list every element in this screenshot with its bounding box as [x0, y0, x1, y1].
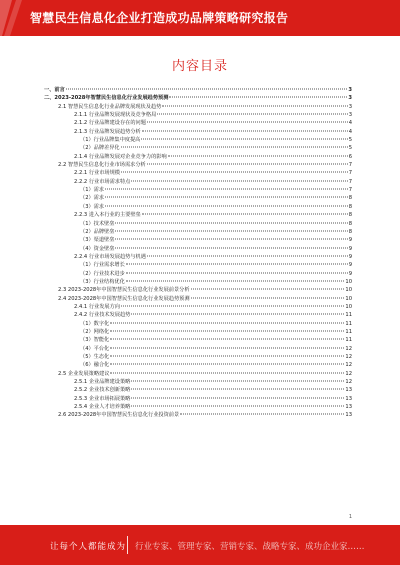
toc-entry-page: 11 — [345, 320, 352, 327]
toc-entry-title: 2.2.1 行业市场规模 — [74, 170, 120, 177]
toc-entry-page: 3 — [348, 103, 352, 110]
toc-entry-title: （1）行业需求增长 — [80, 262, 125, 269]
toc-entry-title: （2）网络化 — [80, 328, 110, 335]
toc-leader-dots — [147, 122, 348, 123]
toc-entry-page: 10 — [345, 303, 352, 310]
toc-entry-page: 12 — [345, 362, 352, 369]
toc-entry[interactable] — [44, 153, 352, 161]
toc-entry-title: 一、前言 — [44, 87, 65, 93]
toc-entry[interactable] — [44, 111, 352, 119]
toc-entry[interactable] — [44, 261, 352, 269]
toc-entry-page: 7 — [348, 178, 352, 185]
toc-leader-dots — [121, 172, 348, 173]
toc-leader-dots — [147, 255, 348, 256]
toc-entry[interactable] — [44, 353, 352, 361]
toc-entry-page: 13 — [345, 387, 352, 394]
toc-entry-page: 12 — [345, 354, 352, 360]
toc-entry-page: 3 — [348, 112, 352, 119]
toc-leader-dots — [121, 305, 344, 306]
toc-entry[interactable] — [44, 228, 352, 236]
toc-entry-page: 9 — [348, 262, 352, 269]
toc-entry-title: 2.6 2023-2028年中国智慧民生信息化行业投资前景 — [58, 412, 180, 419]
table-of-contents — [44, 86, 352, 420]
toc-entry-title: 2.1.1 行业品牌发展现状及竞争格局 — [74, 112, 157, 119]
toc-entry-title: 2.4.1 行业发展方向 — [74, 303, 120, 310]
toc-entry-title: （3）需求 — [80, 203, 105, 210]
toc-entry[interactable] — [44, 178, 352, 186]
toc-entry-title: （4）资金壁垒 — [80, 245, 115, 252]
toc-entry-page: 13 — [345, 404, 352, 411]
toc-entry-page: 7 — [348, 162, 352, 169]
toc-leader-dots — [126, 272, 348, 273]
toc-entry-title: （2）品牌壁垒 — [80, 228, 115, 235]
toc-entry[interactable] — [44, 278, 352, 286]
toc-entry-page: 7 — [348, 170, 352, 177]
toc-leader-dots — [169, 97, 347, 98]
toc-entry-page: 9 — [348, 245, 352, 252]
toc-entry-title: 2.1 智慧民生信息化行业品牌发展现状及趋势 — [58, 103, 162, 110]
toc-leader-dots — [115, 239, 347, 240]
toc-entry[interactable] — [44, 345, 352, 353]
toc-entry[interactable] — [44, 136, 352, 144]
toc-entry-page: 4 — [348, 128, 352, 135]
toc-entry[interactable] — [44, 128, 352, 136]
toc-entry-title: 2.2 智慧民生信息化行业市场需求分析 — [58, 162, 146, 169]
footer-divider — [127, 536, 128, 554]
toc-entry-page: 5 — [348, 145, 352, 152]
toc-entry[interactable] — [44, 311, 352, 319]
toc-entry-page: 8 — [348, 195, 352, 202]
toc-entry-title: 2.1.3 行业品牌发展趋势分析 — [74, 128, 141, 135]
toc-leader-dots — [180, 414, 344, 415]
toc-entry-title: （4）平台化 — [80, 345, 110, 352]
toc-leader-dots — [110, 347, 344, 348]
toc-entry-page: 12 — [345, 345, 352, 352]
toc-entry-title: （2）行业技术进步 — [80, 270, 125, 277]
toc-entry[interactable] — [44, 194, 352, 202]
toc-entry-title: 2.2.3 进入本行业的主要壁垒 — [74, 212, 141, 219]
toc-entry-page: 11 — [345, 328, 352, 335]
toc-entry[interactable] — [44, 386, 352, 394]
toc-entry-page: 11 — [345, 312, 352, 319]
toc-leader-dots — [126, 264, 348, 265]
toc-leader-dots — [110, 356, 344, 357]
toc-entry[interactable] — [44, 144, 352, 152]
toc-entry-title: 2.5.2 企业技术创新策略 — [74, 387, 131, 394]
toc-entry-page: 8 — [348, 228, 352, 235]
toc-entry[interactable] — [44, 253, 352, 261]
toc-leader-dots — [110, 339, 344, 340]
toc-entry-page: 13 — [345, 395, 352, 402]
toc-entry[interactable] — [44, 211, 352, 219]
toc-entry-title: 2.5.1 企业品牌建设策略 — [74, 379, 131, 386]
toc-leader-dots — [131, 406, 344, 407]
toc-entry[interactable] — [44, 320, 352, 328]
toc-entry-title: （5）生态化 — [80, 354, 110, 360]
toc-leader-dots — [191, 297, 345, 298]
toc-leader-dots — [142, 214, 348, 215]
toc-entry-title: 2.3 2023-2028年中国智慧民生信息化行业发展前景分析 — [58, 287, 190, 294]
toc-entry[interactable] — [44, 270, 352, 278]
toc-entry-page: 5 — [348, 137, 352, 144]
toc-leader-dots — [168, 155, 348, 156]
toc-leader-dots — [126, 280, 345, 281]
toc-entry-title: （3）行业结构优化 — [80, 278, 125, 285]
toc-entry[interactable] — [44, 94, 352, 102]
toc-leader-dots — [110, 372, 344, 373]
toc-entry[interactable] — [44, 286, 352, 294]
toc-entry-title: （3）渠道壁垒 — [80, 237, 115, 244]
toc-entry-title: （2）需求 — [80, 195, 105, 202]
toc-leader-dots — [131, 314, 344, 315]
toc-entry-title: 2.2.2 行业市场需求特点 — [74, 178, 131, 185]
toc-entry-title: 2.1.4 行业品牌发展对企业竞争力的影响 — [74, 153, 167, 160]
toc-entry-title: （1）行业品牌集中度提高 — [80, 137, 141, 144]
toc-leader-dots — [162, 105, 347, 106]
toc-entry[interactable] — [44, 220, 352, 228]
toc-entry-title: 二、2023-2028年智慧民生信息化行业发展趋势预测 — [44, 95, 169, 102]
toc-entry[interactable] — [44, 295, 352, 303]
toc-entry-title: 2.5.4 企业人才培养策略 — [74, 404, 131, 411]
toc-leader-dots — [115, 222, 347, 223]
toc-entry-page: 9 — [348, 253, 352, 260]
toc-entry-title: （1）技术壁垒 — [80, 220, 115, 227]
toc-entry[interactable] — [44, 303, 352, 311]
toc-entry-title: 2.5 企业发展策略建议 — [58, 370, 110, 377]
toc-entry[interactable] — [44, 336, 352, 344]
toc-entry[interactable] — [44, 119, 352, 127]
toc-leader-dots — [147, 164, 348, 165]
toc-leader-dots — [131, 381, 344, 382]
toc-entry[interactable] — [44, 86, 352, 94]
toc-entry-title: （6）融合化 — [80, 362, 110, 369]
toc-entry[interactable] — [44, 245, 352, 253]
toc-entry-page: 9 — [348, 237, 352, 244]
toc-entry-page: 12 — [345, 370, 352, 377]
toc-leader-dots — [131, 180, 347, 181]
toc-entry[interactable] — [44, 169, 352, 177]
toc-leader-dots — [105, 197, 348, 198]
toc-entry-title: 2.5.3 企业市场拓展策略 — [74, 395, 131, 402]
toc-entry-title: 2.4 2023-2028年中国智慧民生信息化行业发展趋势预测 — [58, 295, 190, 302]
toc-entry[interactable] — [44, 411, 352, 419]
toc-entry-page: 13 — [345, 412, 352, 419]
toc-leader-dots — [157, 114, 347, 115]
toc-entry-page: 8 — [348, 220, 352, 227]
toc-entry-page: 3 — [348, 95, 352, 102]
toc-leader-dots — [142, 130, 348, 131]
toc-leader-dots — [105, 205, 348, 206]
toc-leader-dots — [66, 89, 348, 90]
page-number: 1 — [348, 514, 352, 520]
toc-leader-dots — [131, 397, 344, 398]
toc-leader-dots — [110, 330, 344, 331]
toc-entry[interactable] — [44, 203, 352, 211]
toc-leader-dots — [115, 230, 347, 231]
toc-entry-page: 12 — [345, 379, 352, 386]
toc-entry[interactable] — [44, 103, 352, 111]
toc-leader-dots — [110, 322, 344, 323]
footer-slogan: 让每个人都能成为 — [50, 542, 127, 552]
toc-leader-dots — [131, 389, 344, 390]
toc-entry-page: 6 — [348, 153, 352, 160]
toc-entry[interactable] — [44, 186, 352, 194]
toc-entry-page: 11 — [345, 337, 352, 344]
toc-leader-dots — [110, 364, 344, 365]
toc-entry[interactable] — [44, 370, 352, 378]
toc-entry-title: 2.4.2 行业技术发展趋势 — [74, 312, 131, 319]
toc-leader-dots — [115, 247, 347, 248]
toc-entry[interactable] — [44, 328, 352, 336]
toc-heading: 内容目录 — [171, 59, 228, 74]
toc-entry-page: 10 — [345, 287, 352, 294]
toc-entry[interactable] — [44, 161, 352, 169]
toc-entry-page: 8 — [348, 212, 352, 219]
toc-leader-dots — [141, 139, 347, 140]
toc-entry-page: 4 — [348, 120, 352, 127]
toc-entry[interactable] — [44, 403, 352, 411]
toc-leader-dots — [105, 189, 348, 190]
toc-entry-page: 7 — [348, 187, 352, 194]
toc-entry[interactable] — [44, 361, 352, 369]
toc-entry-page: 3 — [348, 87, 352, 93]
toc-entry-title: （1）需求 — [80, 187, 105, 194]
toc-entry-title: 2.2.4 行业市场发展趋势与机遇 — [74, 253, 146, 260]
footer-banner — [0, 525, 400, 565]
toc-leader-dots — [121, 147, 348, 148]
toc-entry-title: （2）品牌差异化 — [80, 145, 120, 152]
toc-entry-page: 10 — [345, 278, 352, 285]
footer-tagline: 行业专家、管理专家、营销专家、战略专家、成功企业家…… — [135, 542, 365, 552]
toc-entry[interactable] — [44, 378, 352, 386]
report-title: 智慧民生信息化企业打造成功品牌策略研究报告 — [30, 11, 289, 25]
toc-entry-title: （3）智能化 — [80, 337, 110, 344]
toc-entry-page: 9 — [348, 270, 352, 277]
toc-entry-page: 10 — [345, 295, 352, 302]
toc-entry[interactable] — [44, 236, 352, 244]
toc-entry-title: （1）数字化 — [80, 320, 110, 327]
toc-leader-dots — [191, 289, 345, 290]
toc-entry-page: 8 — [348, 203, 352, 210]
header-banner — [0, 0, 400, 36]
toc-entry[interactable] — [44, 395, 352, 403]
toc-entry-title: 2.1.2 行业品牌建设存在的问题 — [74, 120, 146, 127]
